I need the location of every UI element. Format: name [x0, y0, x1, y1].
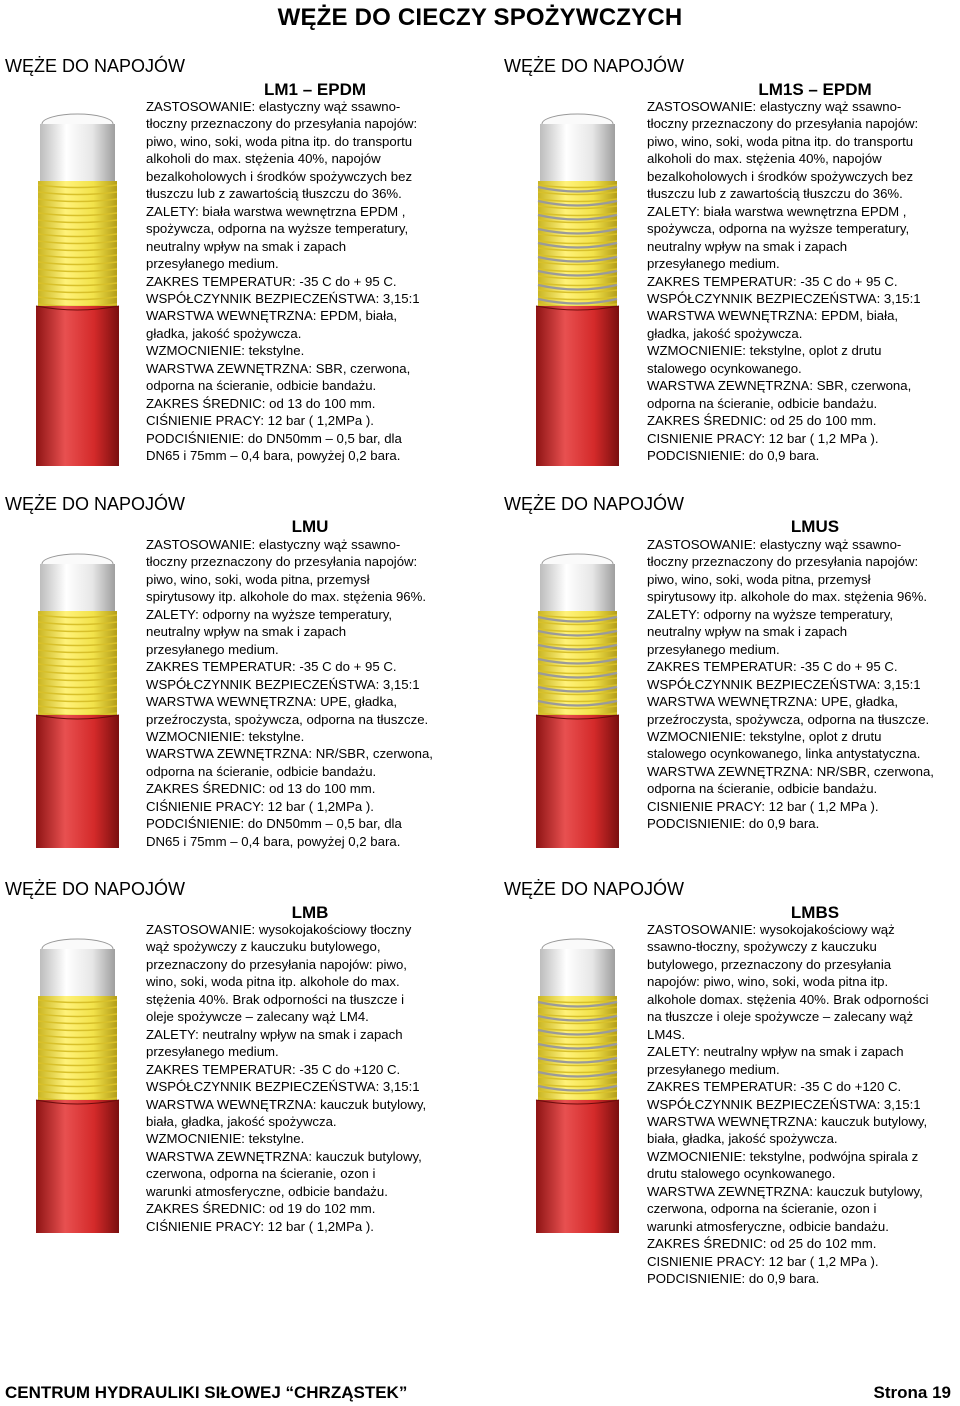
description-line: czerwona, odporna na ścieranie, ozon i — [647, 1201, 877, 1217]
product-name: LMU — [291, 517, 329, 536]
description-line: ZAKRES ŚREDNIC: od 13 do 100 mm. — [146, 781, 376, 797]
description-line: ZAKRES ŚREDNIC: od 19 do 102 mm. — [146, 1201, 376, 1217]
description-line: DN65 i 75mm – 0,4 bara, powyżej 0,2 bara. — [146, 833, 401, 849]
description-line: biała, gładka, jakość spożywcza. — [647, 1131, 838, 1147]
description-line: WZMOCNIENIE: tekstylne. — [146, 343, 305, 359]
hose-outer-layer — [536, 306, 619, 466]
description-line: czerwona, odporna na ścieranie, ozon i — [146, 1166, 376, 1182]
description-line: tłoczny przeznaczony do przesyłania napojów: — [647, 116, 919, 132]
hose-inner-layer — [540, 124, 615, 185]
description-line: WZMOCNIENIE: tekstylne. — [146, 1131, 305, 1147]
description-line: WARSTWA ZEWNĘTRZNA: NR/SBR, czerwona, — [146, 746, 433, 762]
description-line: ZALETY: odporny na wyższe temperatury, — [146, 606, 393, 622]
description-line: WARSTWA WEWNĘTRZNA: UPE, gładka, — [146, 694, 398, 710]
description-line: wąż spożywczy z kauczuku butylowego, — [146, 939, 381, 955]
description-line: CIŚNIENIE PRACY: 12 bar ( 1,2MPa ). — [146, 1218, 374, 1234]
description-line: PODCISNIENIE: do 0,9 bara. — [647, 448, 820, 464]
description-line: przesyłanego medium. — [647, 1061, 780, 1077]
product-description — [647, 921, 929, 1288]
description-line: wino, soki, woda pitna itp. alkohole do max. — [146, 974, 400, 990]
description-line: przeznaczony do przesyłania napojów: piwo, — [146, 956, 407, 972]
description-line: CISNIENIE PRACY: 12 bar ( 1,2 MPa ). — [647, 430, 879, 446]
description-line: tłuszczu lub z zawartością tłuszczu do 36%. — [146, 186, 402, 202]
description-line: PODCISNIENIE: do 0,9 bara. — [647, 1271, 820, 1287]
product-description — [647, 98, 921, 465]
description-line: na tłuszcze i oleje spożywcze – zalecany wąż — [647, 1009, 914, 1025]
product-name: LMB — [291, 903, 329, 922]
description-line: WSPÓŁCZYNNIK BEZPIECZEŃSTWA: 3,15:1 — [647, 1096, 921, 1112]
footer-company: CENTRUM HYDRAULIKI SIŁOWEJ “CHRZĄSTEK” — [5, 1383, 408, 1402]
description-line: LM4S. — [647, 1026, 686, 1042]
hose-image — [530, 550, 625, 850]
description-line: ZASTOSOWANIE: wysokojakościowy tłoczny — [146, 922, 412, 937]
description-line: PODCISNIENIE: do 0,9 bara. — [647, 816, 820, 832]
description-line: ZALETY: biała warstwa wewnętrzna EPDM , — [146, 203, 406, 219]
description-line: alkohole domax. stężenia 40%. Brak odporności — [647, 991, 929, 1007]
description-line: ZAKRES TEMPERATUR: -35 C do + 95 C. — [647, 659, 898, 675]
description-line: tłuszczu lub z zawartością tłuszczu do 36%. — [647, 186, 903, 202]
description-line: CIŚNIENIE PRACY: 12 bar ( 1,2MPa ). — [146, 798, 374, 814]
description-line: ZALETY: biała warstwa wewnętrzna EPDM , — [647, 203, 907, 219]
description-line: WZMOCNIENIE: tekstylne, podwójna spirala z — [647, 1148, 919, 1164]
description-line: WARSTWA ZEWNĘTRZNA: kauczuk butylowy, — [647, 1183, 923, 1199]
hose-outer-layer — [536, 1100, 619, 1233]
description-line: tłoczny przeznaczony do przesyłania napojów: — [647, 554, 919, 570]
hose-outer-layer — [36, 715, 119, 848]
description-line: spożywcza, odporna na wyższe temperatury, — [647, 221, 910, 237]
hose-image — [30, 550, 125, 850]
description-line: spożywcza, odporna na wyższe temperatury, — [146, 221, 409, 237]
description-line: przesyłanego medium. — [647, 641, 780, 657]
product-description — [146, 536, 433, 850]
description-line: WSPÓŁCZYNNIK BEZPIECZEŃSTWA: 3,15:1 — [146, 1079, 420, 1095]
description-line: biała, gładka, jakość spożywcza. — [146, 1113, 337, 1129]
description-line: stężenia 40%. Brak odporności na tłuszcze i — [146, 991, 405, 1007]
footer-page-number: Strona 19 — [873, 1383, 951, 1402]
description-line: CISNIENIE PRACY: 12 bar ( 1,2 MPa ). — [647, 798, 879, 814]
description-line: przeźroczysta, spożywcza, odporna na tłuszcze. — [647, 711, 930, 727]
product-name: LM1S – EPDM — [758, 80, 872, 99]
description-line: WSPÓŁCZYNNIK BEZPIECZEŃSTWA: 3,15:1 — [647, 676, 921, 692]
description-line: oleje spożywcze – zalecany wąż LM4. — [146, 1009, 369, 1025]
description-line: WARSTWA ZEWNĘTRZNA: SBR, czerwona, — [146, 360, 411, 376]
section-heading: WĘŻE DO NAPOJÓW — [5, 494, 185, 514]
section-heading: WĘŻE DO NAPOJÓW — [5, 879, 185, 899]
description-line: napojów: piwo, wino, soki, woda pitna itp. — [647, 974, 889, 990]
description-line: stalowego ocynkowanego, linka antystatyczna. — [647, 746, 921, 762]
description-line: WARSTWA ZEWNĘTRZNA: NR/SBR, czerwona, — [647, 763, 934, 779]
product-name: LMUS — [790, 517, 840, 536]
description-line: neutralny wpływ na smak i zapach — [647, 238, 848, 254]
description-line: ZASTOSOWANIE: elastyczny wąż ssawno- — [146, 537, 401, 552]
page-title: WĘŻE DO CIECZY SPOŻYWCZYCH — [277, 4, 683, 31]
hose-inner-layer — [40, 564, 115, 615]
hose-image — [530, 110, 625, 468]
description-line: ZAKRES TEMPERATUR: -35 C do + 95 C. — [146, 659, 397, 675]
description-line: ZAKRES TEMPERATUR: -35 C do +120 C. — [647, 1079, 902, 1095]
hose-outer-layer — [36, 306, 119, 466]
description-line: ZALETY: neutralny wpływ na smak i zapach — [647, 1044, 904, 1060]
description-line: PODCIŚNIENIE: do DN50mm – 0,5 bar, dla — [146, 430, 402, 446]
description-line: ZALETY: odporny na wyższe temperatury, — [647, 606, 894, 622]
description-line: drutu stalowego ocynkowanego. — [647, 1166, 836, 1182]
description-line: piwo, wino, soki, woda pitna itp. do transportu — [647, 133, 914, 149]
hose-inner-layer — [540, 564, 615, 615]
description-line: odporna na ścieranie, odbicie bandażu. — [146, 378, 377, 394]
description-line: ZAKRES TEMPERATUR: -35 C do + 95 C. — [647, 273, 898, 289]
hose-inner-layer — [40, 124, 115, 185]
description-line: przeźroczysta, spożywcza, odporna na tłuszcze. — [146, 711, 429, 727]
description-line: WARSTWA WEWNĘTRZNA: EPDM, biała, — [647, 308, 899, 324]
description-line: spirytusowy itp. alkohole do max. stężenia 96%. — [647, 589, 928, 605]
description-line: przesyłanego medium. — [647, 256, 780, 272]
description-line: przesyłanego medium. — [146, 641, 279, 657]
description-line: odporna na ścieranie, odbicie bandażu. — [146, 763, 377, 779]
section-heading: WĘŻE DO NAPOJÓW — [504, 879, 684, 899]
description-line: ZASTOSOWANIE: elastyczny wąż ssawno- — [647, 537, 902, 552]
description-line: WZMOCNIENIE: tekstylne, oplot z drutu — [647, 728, 882, 744]
description-line: neutralny wpływ na smak i zapach — [146, 624, 347, 640]
description-line: ZASTOSOWANIE: wysokojakościowy wąż — [647, 922, 895, 937]
description-line: WARSTWA WEWNĘTRZNA: EPDM, biała, — [146, 308, 398, 324]
description-line: alkoholi do max. stężenia 40%, napojów — [647, 151, 882, 167]
hose-inner-layer — [40, 949, 115, 1000]
description-line: WSPÓŁCZYNNIK BEZPIECZEŃSTWA: 3,15:1 — [146, 676, 420, 692]
description-line: bezalkoholowych i środków spożywczych bez — [647, 168, 914, 184]
description-line: ssawno-tłoczny, spożywczy z kauczuku — [647, 939, 877, 955]
description-line: stalowego ocynkowanego. — [647, 360, 802, 376]
description-line: ZALETY: neutralny wpływ na smak i zapach — [146, 1026, 403, 1042]
description-line: gładka, jakość spożywcza. — [647, 325, 803, 341]
section-heading: WĘŻE DO NAPOJÓW — [5, 56, 185, 76]
description-line: tłoczny przeznaczony do przesyłania napojów: — [146, 554, 418, 570]
product-description — [647, 536, 934, 833]
description-line: alkoholi do max. stężenia 40%, napojów — [146, 151, 381, 167]
description-line: ZAKRES ŚREDNIC: od 13 do 100 mm. — [146, 395, 376, 411]
description-line: WARSTWA WEWNĘTRZNA: UPE, gładka, — [647, 694, 899, 710]
description-line: CISNIENIE PRACY: 12 bar ( 1,2 MPa ). — [647, 1253, 879, 1269]
hose-image — [30, 110, 125, 468]
product-description — [146, 98, 420, 465]
description-line: spirytusowy itp. alkohole do max. stężenia 96%. — [146, 589, 427, 605]
hose-inner-layer — [540, 949, 615, 1000]
description-line: ZAKRES TEMPERATUR: -35 C do +120 C. — [146, 1061, 401, 1077]
description-line: DN65 i 75mm – 0,4 bara, powyżej 0,2 bara. — [146, 448, 401, 464]
product-description — [146, 921, 426, 1235]
description-line: odporna na ścieranie, odbicie bandażu. — [647, 781, 878, 797]
description-line: WZMOCNIENIE: tekstylne, oplot z drutu — [647, 343, 882, 359]
hose-outer-layer — [36, 1100, 119, 1233]
product-name: LMBS — [790, 903, 840, 922]
description-line: WZMOCNIENIE: tekstylne. — [146, 728, 305, 744]
product-name: LM1 – EPDM — [263, 80, 367, 99]
description-line: WSPÓŁCZYNNIK BEZPIECZEŃSTWA: 3,15:1 — [647, 290, 921, 306]
description-line: butylowego, przeznaczony do przesyłania — [647, 956, 892, 972]
description-line: neutralny wpływ na smak i zapach — [146, 238, 347, 254]
description-line: gładka, jakość spożywcza. — [146, 325, 302, 341]
description-line: przesyłanego medium. — [146, 1044, 279, 1060]
description-line: piwo, wino, soki, woda pitna, przemysł — [146, 571, 370, 587]
description-line: ZAKRES ŚREDNIC: od 25 do 100 mm. — [647, 413, 877, 429]
description-line: WARSTWA ZEWNĘTRZNA: SBR, czerwona, — [647, 378, 912, 394]
description-line: bezalkoholowych i środków spożywczych bez — [146, 168, 413, 184]
description-line: warunki atmosferyczne, odbicie bandażu. — [146, 1183, 388, 1199]
hose-image — [530, 935, 625, 1235]
description-line: CIŚNIENIE PRACY: 12 bar ( 1,2MPa ). — [146, 413, 374, 429]
description-line: tłoczny przeznaczony do przesyłania napojów: — [146, 116, 418, 132]
description-line: neutralny wpływ na smak i zapach — [647, 624, 848, 640]
description-line: WSPÓŁCZYNNIK BEZPIECZEŃSTWA: 3,15:1 — [146, 290, 420, 306]
description-line: WARSTWA ZEWNĘTRZNA: kauczuk butylowy, — [146, 1148, 422, 1164]
description-line: piwo, wino, soki, woda pitna itp. do transportu — [146, 133, 413, 149]
description-line: ZASTOSOWANIE: elastyczny wąż ssawno- — [146, 99, 401, 114]
description-line: ZAKRES ŚREDNIC: od 25 do 102 mm. — [647, 1236, 877, 1252]
description-line: PODCIŚNIENIE: do DN50mm – 0,5 bar, dla — [146, 816, 402, 832]
hose-image — [30, 935, 125, 1235]
description-line: WARSTWA WEWNĘTRZNA: kauczuk butylowy, — [647, 1113, 928, 1129]
section-heading: WĘŻE DO NAPOJÓW — [504, 494, 684, 514]
description-line: piwo, wino, soki, woda pitna, przemysł — [647, 571, 871, 587]
section-heading: WĘŻE DO NAPOJÓW — [504, 56, 684, 76]
hose-outer-layer — [536, 715, 619, 848]
description-line: ZAKRES TEMPERATUR: -35 C do + 95 C. — [146, 273, 397, 289]
description-line: ZASTOSOWANIE: elastyczny wąż ssawno- — [647, 99, 902, 114]
description-line: odporna na ścieranie, odbicie bandażu. — [647, 395, 878, 411]
description-line: przesyłanego medium. — [146, 256, 279, 272]
description-line: warunki atmosferyczne, odbicie bandażu. — [647, 1218, 889, 1234]
description-line: WARSTWA WEWNĘTRZNA: kauczuk butylowy, — [146, 1096, 427, 1112]
